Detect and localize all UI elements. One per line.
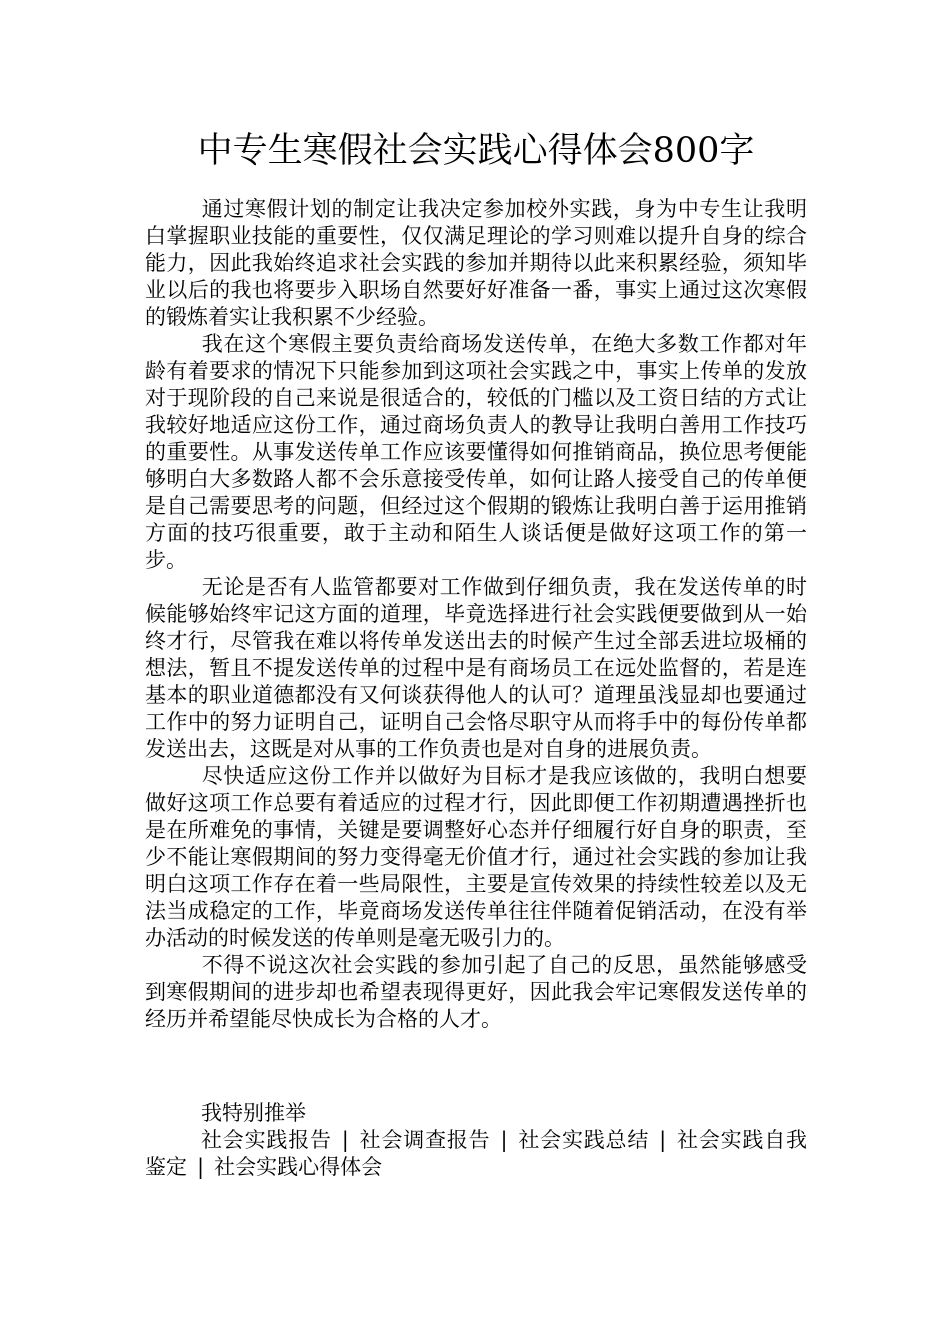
paragraph: 无论是否有人监管都要对工作做到仔细负责，我在发送传单的时候能够始终牢记这方面的道理，毕竟选择进行社会实践便要做到从一始终才行，尽管我在难以将传单发送出去的时候产生过全部丢进垃圾桶的想法，暂且不提发送传单的过程中是有商场员工在远处监督的，若是连基本的职业道德都没有又何谈获得他人的认可？道理虽浅显却也要通过工作中的努力证明自己，证明自己会恪尽职守从而将手中的每份传单都发送出去，这既是对从事的工作负责也是对自身的进展负责。: [145, 575, 807, 761]
link-separator: |: [197, 1155, 205, 1179]
recommend-links: [145, 1127, 807, 1181]
link-separator: |: [500, 1128, 508, 1152]
paragraph: 通过寒假计划的制定让我决定参加校外实践，身为中专生让我明白掌握职业技能的重要性，仅仅满足理论的学习则难以提升自身的综合能力，因此我始终追求社会实践的参加并期待以此来积累经验，须知毕业以后的我也将要步入职场自然要好好准备一番，事实上通过这次寒假的锻炼着实让我积累不少经验。: [145, 197, 807, 329]
document-page: [145, 126, 807, 1181]
link-social-practice-report[interactable]: 社会实践报告: [201, 1128, 332, 1152]
link-social-practice-self-assessment[interactable]: 社会实践自我鉴定: [145, 1128, 808, 1179]
link-separator: |: [659, 1128, 667, 1152]
link-separator: |: [341, 1128, 349, 1152]
link-social-survey-report[interactable]: 社会调查报告: [358, 1128, 491, 1152]
document-title: 中专生寒假社会实践心得体会800字: [197, 131, 755, 171]
paragraph: 不得不说这次社会实践的参加引起了自己的反思，虽然能够感受到寒假期间的进步却也希望表现得更好，因此我会牢记寒假发送传单的经历并希望能尽快成长为合格的人才。: [145, 953, 807, 1031]
recommend-heading: 我特别推举: [201, 1101, 306, 1125]
paragraph: 我在这个寒假主要负责给商场发送传单，在绝大多数工作都对年龄有着要求的情况下只能参加到这项社会实践之中，事实上传单的发放对于现阶段的自己来说是很适合的，较低的门槛以及工资日结的方式让我较好地适应这份工作，通过商场负责人的教导让我明白善用工作技巧的重要性。从事发送传单工作应该要懂得如何推销商品，换位思考便能够明白大多数路人都不会乐意接受传单，如何让路人接受自己的传单便是自己需要思考的问题，但经过这个假期的锻炼让我明白善于运用推销方面的技巧很重要，敢于主动和陌生人谈话便是做好这项工作的第一步。: [145, 332, 807, 572]
document-body: [145, 196, 807, 1033]
link-social-practice-experience[interactable]: 社会实践心得体会: [214, 1155, 383, 1179]
link-social-practice-summary[interactable]: 社会实践总结: [517, 1128, 650, 1152]
recommend-section: [145, 1100, 807, 1181]
paragraph: 尽快适应这份工作并以做好为目标才是我应该做的，我明白想要做好这项工作总要有着适应的过程才行，因此即便工作初期遭遇挫折也是在所难免的事情，关键是要调整好心态并仔细履行好自身的职责，至少不能让寒假期间的努力变得毫无价值才行，通过社会实践的参加让我明白这项工作存在着一些局限性，主要是宣传效果的持续性较差以及无法当成稳定的工作，毕竟商场发送传单往往伴随着促销活动，在没有举办活动的时候发送的传单则是毫无吸引力的。: [145, 764, 807, 950]
